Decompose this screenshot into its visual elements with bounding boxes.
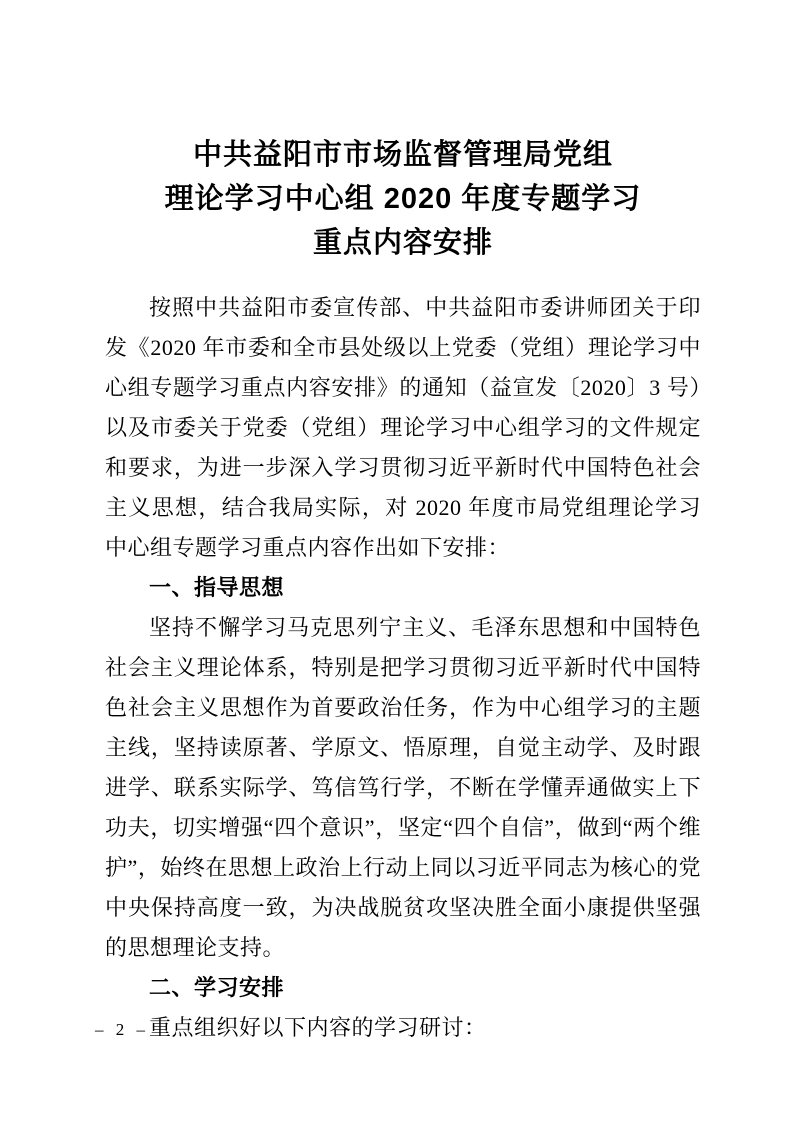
section-heading-guiding-ideology: 一、指导思想 [149,575,285,600]
document-title-line-2: 理论学习中心组 2020 年度专题学习 [164,183,642,215]
section-heading-study-arrangement: 二、学习安排 [149,975,285,1000]
paragraph-intro: 按照中共益阳市委宣传部、中共益阳市委讲师团关于印发《2020 年市委和全市县处级以上党委（党组）理论学习中心组专题学习重点内容安排》的通知（益宣发〔2020〕3 号）以及市委关于党委（党组）理论学习中心组学习的文件规定和要求，为进一步深入学习贯彻习近平新时代中国特色社会主义思想，结合我局实际，对 2020 年度市局党组理论学习中心组专题学习重点内容作出如下安排： [105,295,701,560]
document-content [105,0,701,1048]
paragraph-guiding-ideology: 坚持不懈学习马克思列宁主义、毛泽东思想和中国特色社会主义理论体系，特别是把学习贯彻习近平新时代中国特色社会主义思想作为首要政治任务，作为中心组学习的主题主线，坚持读原著、学原文、悟原理，自觉主动学、及时跟进学、联系实际学、笃信笃行学，不断在学懂弄通做实上下功夫，切实增强“四个意识”，坚定“四个自信”，做到“两个维护”，始终在思想上政治上行动上同以习近平同志为核心的党中央保持高度一致，为决战脱贫攻坚决胜全面小康提供坚强的思想理论支持。 [105,615,701,960]
document-title-line-1: 中共益阳市市场监督管理局党组 [192,139,613,171]
paragraph-study-arrangement-intro: 重点组织好以下内容的学习研讨： [149,1015,487,1040]
document-title-line-3: 重点内容安排 [312,227,493,259]
page-number: – 2 – [95,1020,149,1039]
document-title [105,133,701,265]
